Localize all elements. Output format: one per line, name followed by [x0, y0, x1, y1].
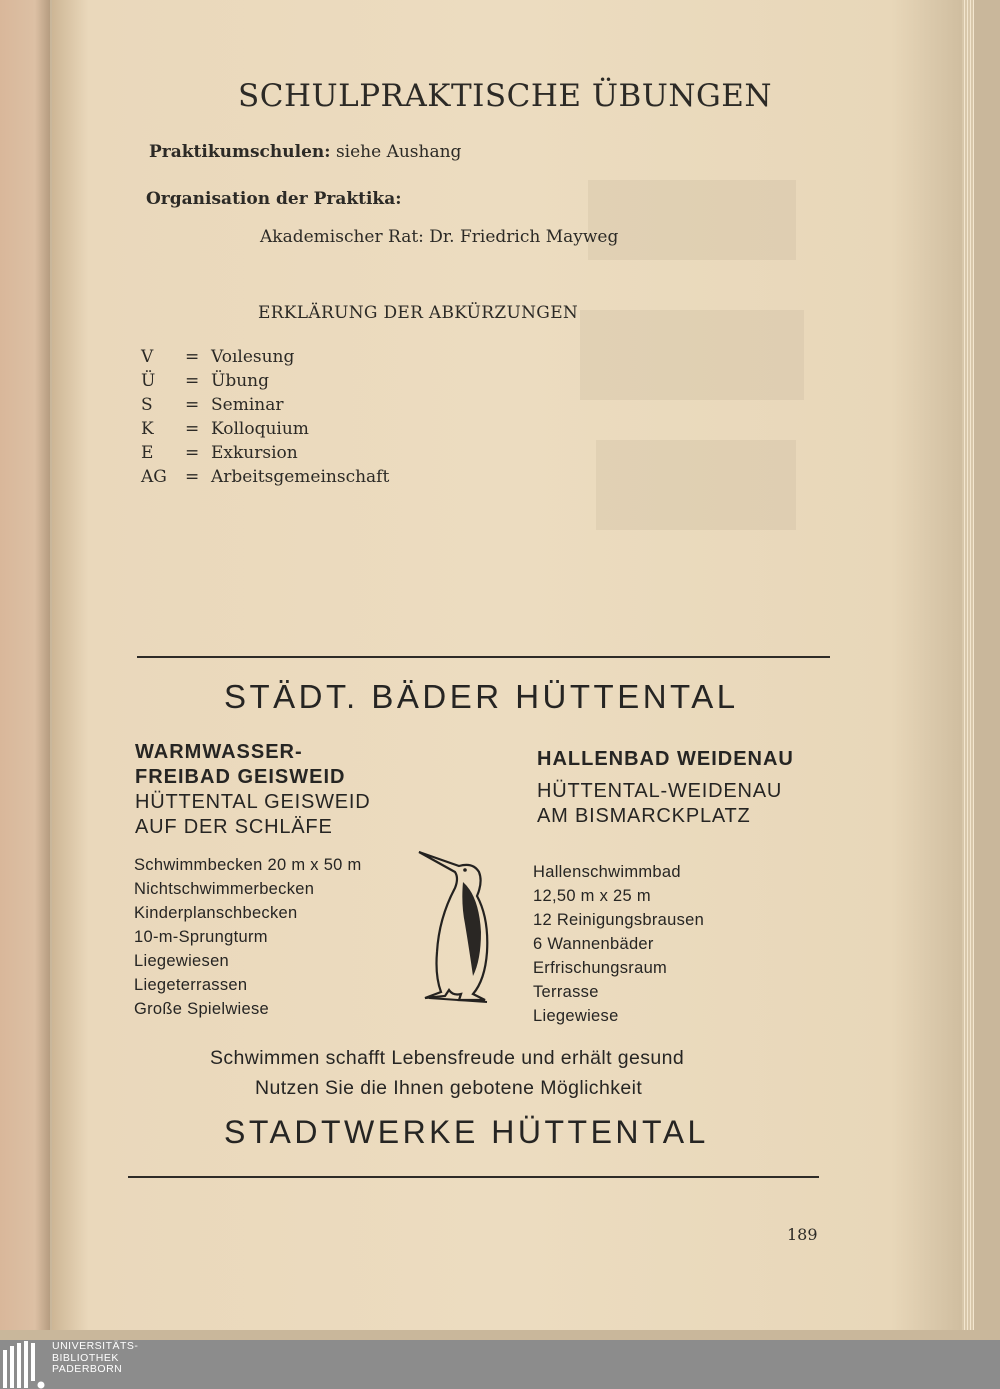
page-title: SCHULPRAKTISCHE ÜBUNGEN [238, 78, 773, 114]
abbreviations-heading: ERKLÄRUNG DER ABKÜRZUNGEN [258, 303, 579, 323]
list-item: Schwimmbecken 20 m x 50 m [134, 856, 362, 874]
freibad-heading-line2: FREIBAD GEISWEID [135, 766, 346, 788]
equals-sign: = [185, 443, 200, 463]
list-item: Kinderplanschbecken [134, 904, 298, 922]
freibad-features [134, 853, 362, 1021]
page-stack-edges [962, 0, 974, 1330]
library-footer-bar [0, 1340, 1000, 1389]
equals-sign: = [185, 347, 200, 367]
abbreviation-code: AG [141, 467, 167, 487]
ad-footer-title: STADTWERKE HÜTTENTAL [224, 1114, 709, 1150]
organisation-label: Organisation der Praktika: [146, 189, 402, 209]
list-item: Liegeterrassen [134, 976, 248, 994]
abbreviation-code: S [141, 395, 153, 415]
praktikum-label: Praktikumschulen: [149, 142, 331, 162]
freibad-location-line1: HÜTTENTAL GEISWEID [135, 791, 371, 813]
library-logo-icon [0, 1340, 50, 1389]
abbreviation-meaning: Übung [211, 371, 269, 391]
list-item: 12 Reinigungsbrausen [533, 911, 705, 929]
freibad-block [135, 740, 371, 840]
hallenbad-location-line2: AM BISMARCKPLATZ [537, 805, 751, 827]
praktikum-line [149, 142, 461, 162]
abbreviation-code: E [141, 443, 154, 463]
abbreviation-meaning: Seminar [211, 395, 284, 415]
abbreviation-meaning: Voılesung [211, 347, 295, 367]
equals-sign: = [185, 395, 200, 415]
abbreviation-code: Ü [141, 371, 156, 391]
abbreviation-code: K [141, 419, 154, 439]
list-item: Nichtschwimmerbecken [134, 880, 315, 898]
facing-page-edge [0, 0, 50, 1330]
list-item: 10-m-Sprungturm [134, 928, 268, 946]
list-item: Große Spielwiese [134, 1000, 270, 1018]
equals-sign: = [185, 371, 200, 391]
freibad-heading-line1: WARMWASSER- [135, 741, 303, 763]
list-item: 12,50 m x 25 m [533, 887, 651, 905]
list-item: Hallenschwimmbad [533, 863, 681, 881]
penguin-icon [415, 848, 495, 1008]
list-item: Terrasse [533, 983, 599, 1001]
hallenbad-block [537, 747, 794, 829]
hallenbad-features [533, 860, 704, 1028]
ad-slogan-line1: Schwimmen schafft Lebensfreude und erhält gesund [210, 1047, 685, 1069]
list-item: Erfrischungsraum [533, 959, 668, 977]
list-item: Liegewiesen [134, 952, 230, 970]
freibad-location-line2: AUF DER SCHLÄFE [135, 816, 333, 838]
hallenbad-location-line1: HÜTTENTAL-WEIDENAU [537, 780, 783, 802]
abbreviation-meaning: Arbeitsgemeinschaft [211, 467, 390, 487]
ad-title: STÄDT. BÄDER HÜTTENTAL [224, 678, 739, 715]
list-item: Liegewiese [533, 1007, 619, 1025]
ad-bottom-rule [128, 1176, 819, 1178]
ad-top-rule [137, 656, 830, 658]
praktikum-value: siehe Aushang [335, 142, 462, 162]
abbreviation-meaning: Kolloquium [211, 419, 309, 439]
library-name-line3: PADERBORN [52, 1363, 123, 1375]
library-name-line2: BIBLIOTHEK [52, 1351, 119, 1364]
hallenbad-heading: HALLENBAD WEIDENAU [537, 748, 794, 770]
page-number: 189 [787, 1225, 818, 1244]
list-item: 6 Wannenbäder [533, 935, 654, 953]
library-name-line1: UNIVERSITÄTS- [52, 1340, 139, 1352]
equals-sign: = [185, 419, 200, 439]
ad-slogan-line2: Nutzen Sie die Ihnen gebotene Möglichkeit [255, 1077, 643, 1099]
abbreviation-code: V [141, 347, 154, 367]
equals-sign: = [185, 467, 200, 487]
abbreviation-meaning: Exkursion [211, 443, 298, 463]
organisation-value: Akademischer Rat: Dr. Friedrich Mayweg [260, 227, 619, 247]
library-name [52, 1341, 138, 1376]
